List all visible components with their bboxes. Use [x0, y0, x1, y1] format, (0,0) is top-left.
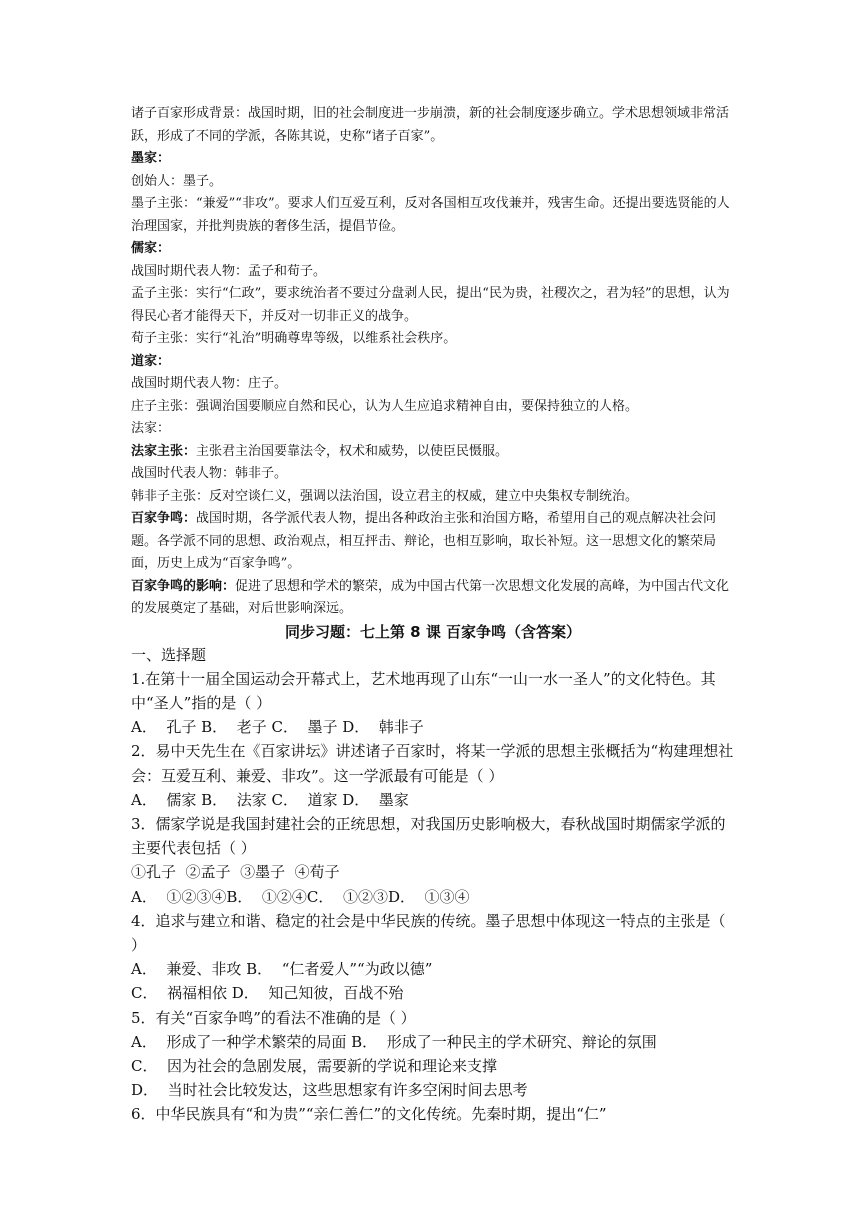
question-1-options: A． 孔子 B． 老子 C． 墨子 D． 韩非子: [131, 718, 424, 737]
study-notes: [131, 103, 735, 621]
question-3: 3．儒家学说是我国封建社会的正统思想，对我国历史影响极大，春秋战国时期儒家学派的主要代表包括（ ）: [131, 814, 726, 858]
fajia-heading: 法家：: [131, 421, 171, 436]
mojia-heading: 墨家：: [131, 151, 171, 166]
influence-text: 促进了思想和学术的繁荣，成为中国古代第一次思想文化发展的高峰，为中国古代文化的发展奠定了基础，对后世影响深远。: [131, 578, 730, 616]
question-5-option-line-3: D． 当时社会比较发达，这些思想家有许多空闲时间去思考: [131, 1081, 528, 1100]
question-5: 5．有关“百家争鸣”的看法不准确的是（ ）: [131, 1008, 416, 1027]
question-6: 6．中华民族具有“和为贵”“亲仁善仁”的文化传统。先秦时期，提出“仁”: [131, 1105, 607, 1124]
mojia-founder: 创始人：墨子。: [131, 173, 223, 189]
influence-label: 百家争鸣的影响：: [131, 578, 236, 594]
xunzi-claim: 荀子主张：实行“礼治”明确尊卑等级，以维系社会秩序。: [131, 331, 457, 346]
rujia-representatives: 战国时期代表人物：孟子和荀子。: [131, 263, 327, 279]
daojia-representative: 战国时期代表人物：庄子。: [131, 376, 288, 391]
exercise-section: [131, 643, 735, 1127]
baijia-paragraph: [131, 508, 735, 576]
exercise-title: 同步习题：七上第 8 课 百家争鸣（含答案）: [284, 622, 582, 641]
question-4-option-line-2: C． 祸福相依 D． 知己知彼，百战不殆: [131, 984, 404, 1003]
section-heading: 一、选择题: [131, 645, 207, 664]
document-page: [131, 103, 735, 1127]
question-3-options: A． ①②③④B． ①②④C． ①②③D． ①③④: [131, 887, 470, 906]
question-5-option-line-2: C． 因为社会的急剧发展，需要新的学说和理论来支撑: [131, 1056, 498, 1075]
question-4-option-line-1: A． 兼爱、非攻 B． “仁者爱人”“为政以德”: [131, 960, 433, 979]
mengzi-claim: 孟子主张：实行“仁政”，要求统治者不要过分盘剥人民，提出“民为贵，社稷次之，君为轻”的思想，认为得民心者才能得天下，并反对一切非正义的战争。: [131, 286, 730, 324]
fajia-representative: 战国时代表人物：韩非子。: [131, 466, 288, 481]
mozi-claim: 墨子主张：“兼爱”“非攻”。要求人们互爱互利，反对各国相互攻伐兼并，残害生命。还提出要选贤能的人治理国家，并批判贵族的奢侈生活，提倡节俭。: [131, 196, 730, 234]
fajia-claim-label: 法家主张：: [131, 443, 197, 459]
question-1: 1.在第十一届全国运动会开幕式上，艺术地再现了山东“一山一水一圣人”的文化特色。其中“圣人”指的是（ ）: [131, 669, 716, 712]
baijia-label: 百家争鸣：: [131, 511, 197, 526]
question-2: 2．易中天先生在《百家讲坛》讲述诸子百家时，将某一学派的思想主张概括为“构建理想社会：互爱互利、兼爱、非攻”。这一学派最有可能是（ ）: [131, 742, 734, 785]
question-2-options: A． 儒家 B． 法家 C． 道家 D． 墨家: [131, 790, 409, 809]
hanfeizi-claim: 韩非子主张：反对空谈仁义，强调以法治国，设立君主的权威，建立中央集权专制统治。: [131, 488, 639, 504]
daojia-heading: 道家：: [131, 353, 171, 369]
baijia-text: 战国时期，各学派代表人物，提出各种政治主张和治国方略，希望用自己的观点解决社会问题。各学派不同的思想、政治观点，相互抨击、辩论，也相互影响，取长补短。这一思想文化的繁荣局面，历史上成为“百家争鸣”。: [131, 511, 717, 571]
rujia-heading: 儒家：: [131, 241, 171, 256]
question-4: 4．追求与建立和谐、稳定的社会是中华民族的传统。墨子思想中体现这一特点的主张是（ ）: [131, 911, 726, 954]
question-5-option-line-1: A． 形成了一种学术繁荣的局面 B． 形成了一种民主的学术研究、辩论的氛围: [131, 1032, 657, 1051]
question-3-items: ①孔子 ②孟子 ③墨子 ④荀子: [131, 863, 340, 882]
fajia-claim-text: 主张君主治国要靠法令，权术和威势，以使臣民慑服。: [196, 443, 509, 459]
zhuangzi-claim: 庄子主张：强调治国要顺应自然和民心，认为人生应追求精神自由，要保持独立的人格。: [131, 398, 639, 414]
background-paragraph: 诸子百家形成背景：战国时期，旧的社会制度进一步崩溃，新的社会制度逐步确立。学术思想领域非常活跃，形成了不同的学派，各陈其说，史称“诸子百家”。: [131, 106, 730, 144]
fajia-claim: [131, 441, 735, 464]
influence-paragraph: [131, 576, 735, 621]
